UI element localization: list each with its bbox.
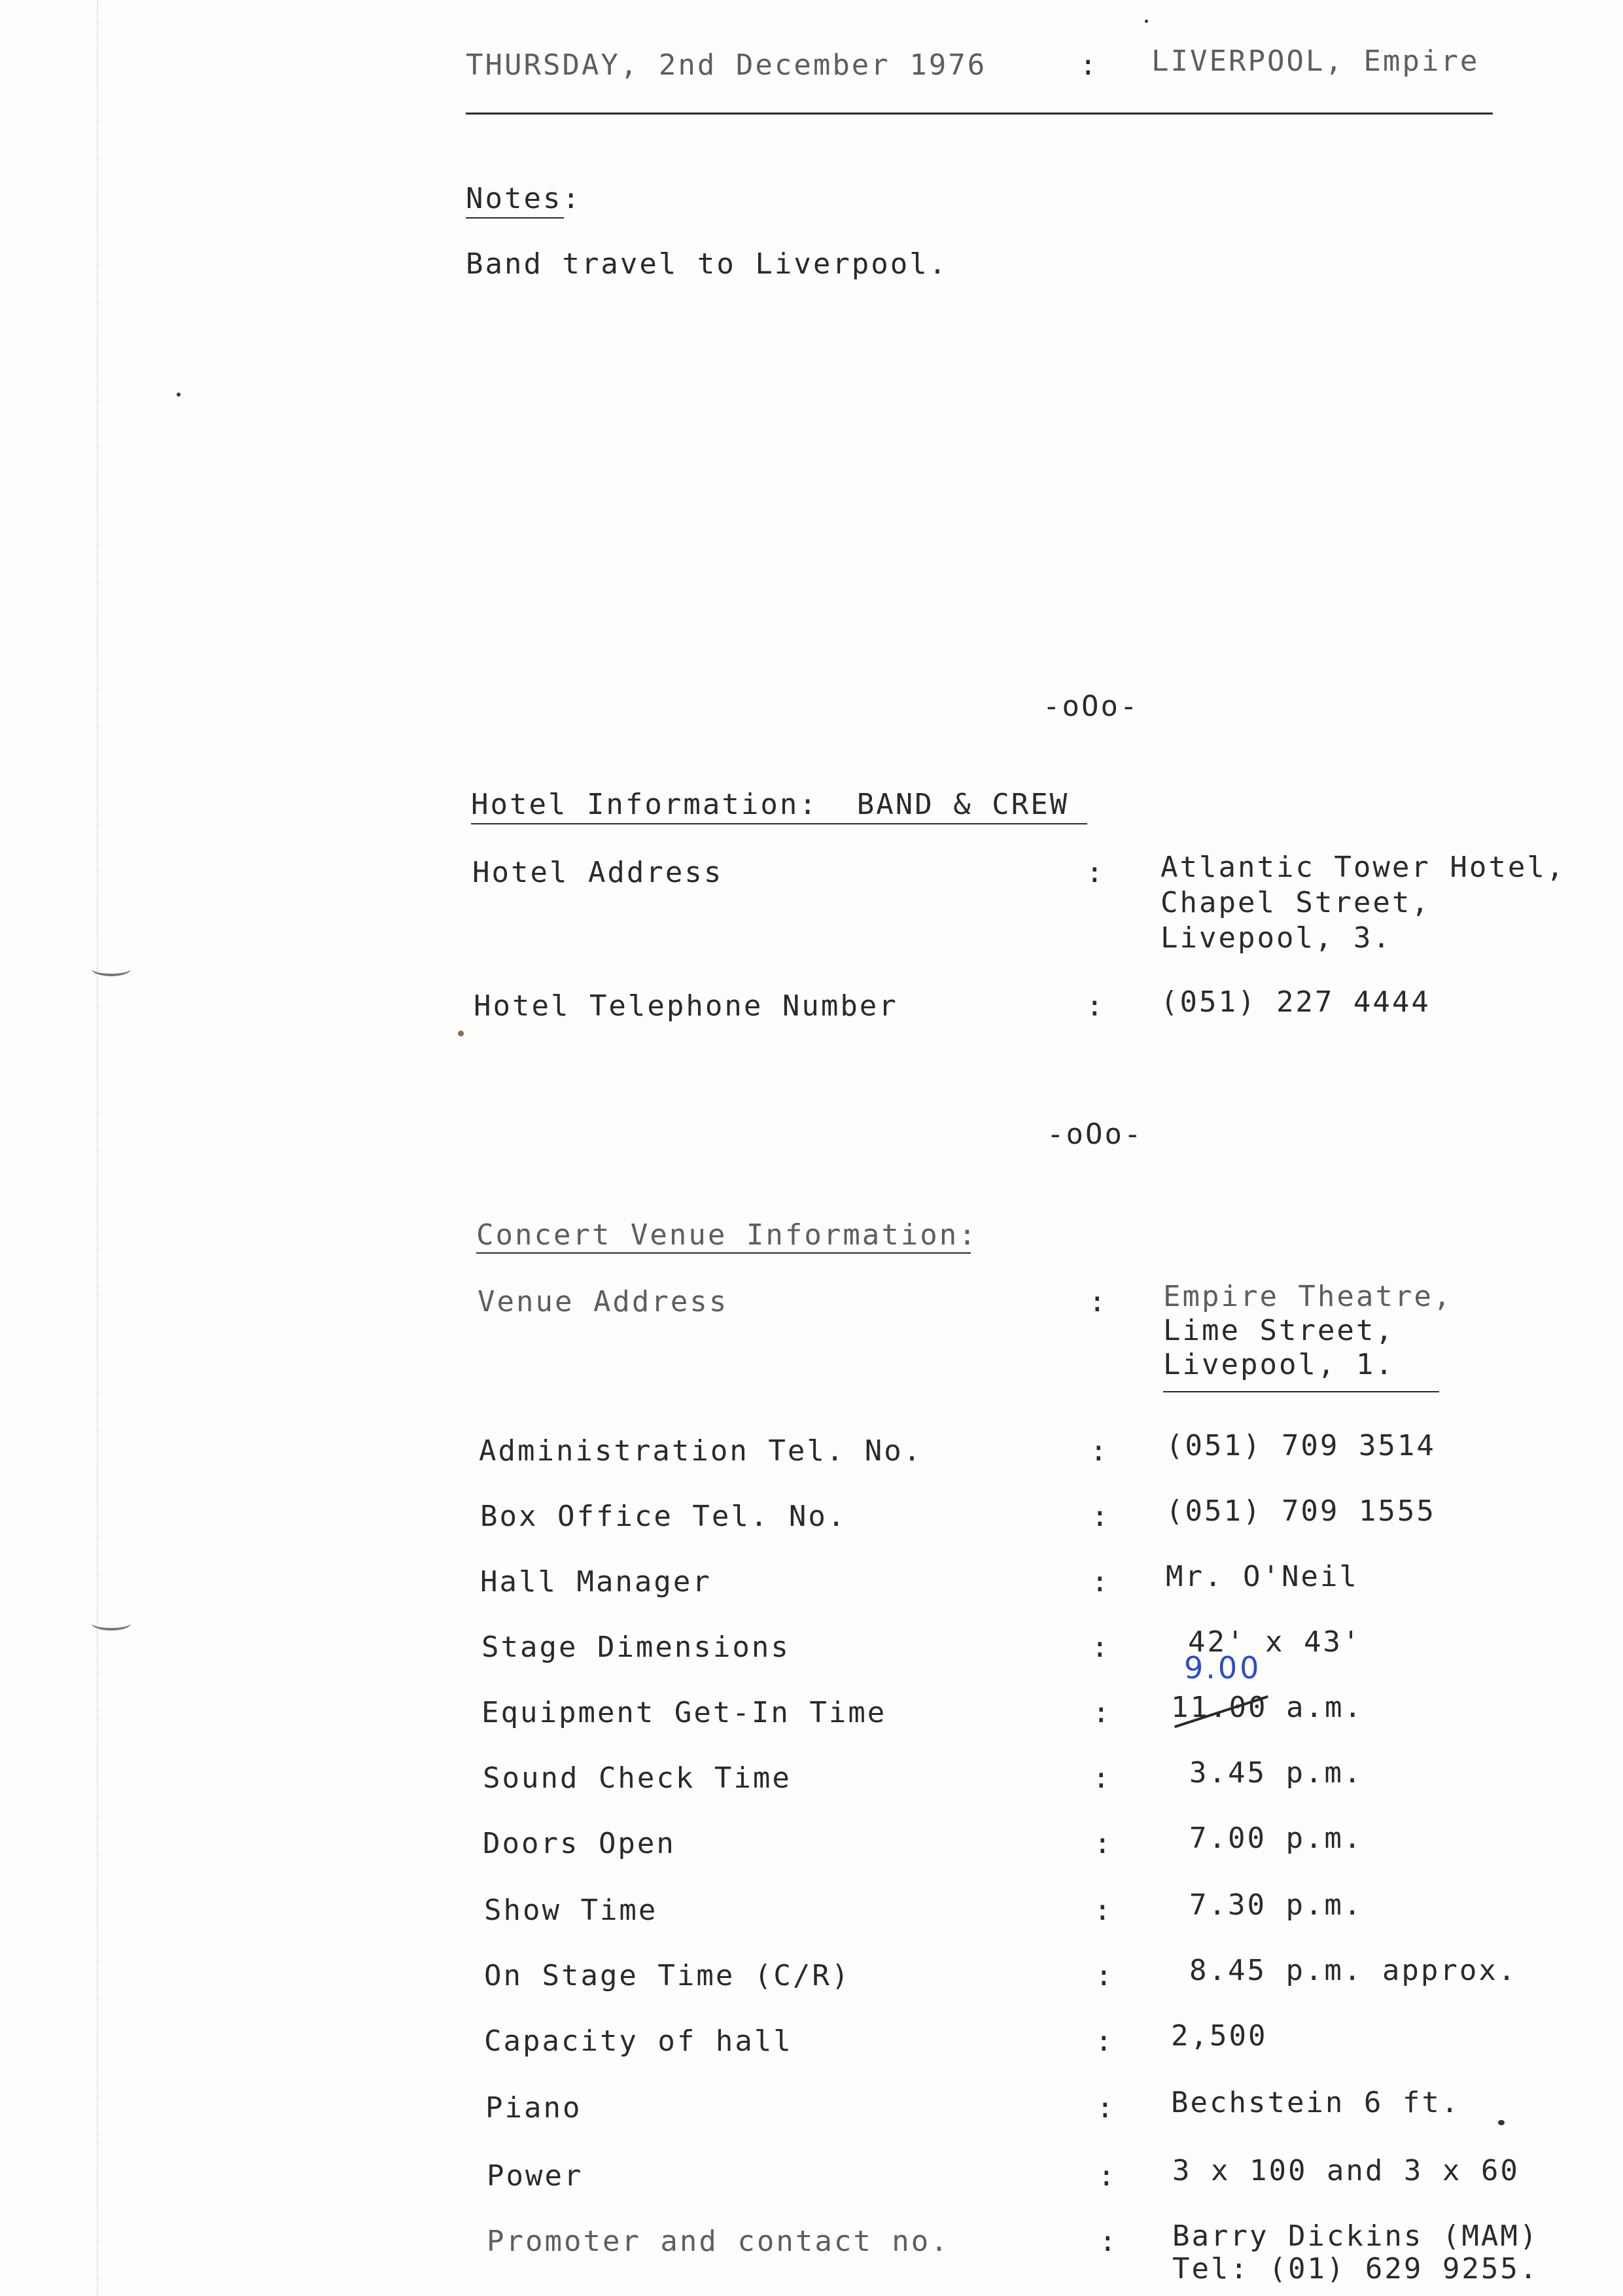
hotel-address-line: Atlantic Tower Hotel, <box>1161 851 1566 884</box>
venue-address-underline <box>1163 1391 1439 1392</box>
notes-text: Band travel to Liverpool. <box>466 247 949 281</box>
get-in-time-suffix: a.m. <box>1286 1691 1363 1724</box>
ink-speck <box>458 1031 464 1036</box>
stage-dimensions-label: Stage Dimensions <box>481 1631 790 1664</box>
promoter-label: Promoter and contact no. <box>487 2225 950 2258</box>
colon: : <box>1095 1959 1115 1992</box>
colon: : <box>1091 1631 1111 1664</box>
power-value: 3 x 100 and 3 x 60 <box>1172 2154 1520 2187</box>
colon: : <box>1095 2024 1115 2058</box>
ink-speck <box>1145 20 1148 23</box>
sound-check-label: Sound Check Time <box>483 1761 792 1795</box>
colon: : <box>1091 1565 1111 1598</box>
stage-dimensions-value: 42' x 43' <box>1188 1625 1362 1659</box>
show-time-value: 7.30 p.m. <box>1189 1888 1363 1922</box>
box-office-label: Box Office Tel. No. <box>480 1500 847 1533</box>
hall-manager-value: Mr. O'Neil <box>1166 1560 1359 1593</box>
admin-tel-value: (051) 709 3514 <box>1166 1429 1436 1462</box>
colon: : <box>1096 2091 1116 2125</box>
admin-tel-label: Administration Tel. No. <box>479 1434 923 1468</box>
colon: : <box>1094 1827 1113 1860</box>
doors-open-label: Doors Open <box>483 1827 676 1860</box>
ink-speck <box>1498 2120 1505 2125</box>
venue-heading-underline <box>476 1252 971 1254</box>
colon: : <box>1086 989 1106 1023</box>
hotel-heading-underline <box>471 823 1087 824</box>
section-divider: -oOo- <box>1047 1118 1143 1151</box>
colon: : <box>1098 2159 1117 2193</box>
notes-heading: Notes: <box>466 182 582 215</box>
venue-address-label: Venue Address <box>478 1285 729 1318</box>
venue-heading: Concert Venue Information: <box>476 1218 978 1252</box>
hotel-heading: Hotel Information: BAND & CREW <box>471 788 1070 821</box>
notes-heading-underline <box>466 217 564 219</box>
punch-hole-mark <box>92 962 131 976</box>
handwritten-correction: 9.00 <box>1184 1650 1262 1686</box>
ink-speck <box>177 393 181 397</box>
header-location: LIVERPOOL, Empire <box>1151 44 1480 78</box>
venue-address-line: Lime Street, <box>1163 1314 1395 1347</box>
piano-value: Bechstein 6 ft. <box>1171 2086 1461 2119</box>
venue-address-line: Empire Theatre, <box>1163 1280 1453 1313</box>
power-label: Power <box>487 2159 584 2193</box>
punch-hole-mark <box>92 1616 131 1631</box>
capacity-label: Capacity of hall <box>484 2024 793 2058</box>
page-edge-shadow <box>97 0 98 2296</box>
box-office-value: (051) 709 1555 <box>1166 1494 1436 1528</box>
get-in-time-label: Equipment Get-In Time <box>481 1696 887 1729</box>
capacity-value: 2,500 <box>1171 2019 1268 2053</box>
colon: : <box>1090 1434 1109 1468</box>
promoter-value-line: Tel: (01) 629 9255. <box>1172 2252 1539 2286</box>
colon: : <box>1092 1761 1112 1795</box>
hall-manager-label: Hall Manager <box>480 1565 712 1598</box>
header-underline <box>466 113 1493 115</box>
colon: : <box>1092 1696 1112 1729</box>
sound-check-value: 3.45 p.m. <box>1189 1756 1363 1790</box>
doors-open-value: 7.00 p.m. <box>1189 1822 1363 1855</box>
hotel-phone-value: (051) 227 4444 <box>1161 985 1431 1019</box>
hotel-address-line: Livepool, 3. <box>1161 921 1392 955</box>
hotel-address-label: Hotel Address <box>472 856 724 889</box>
hotel-address-line: Chapel Street, <box>1161 886 1431 919</box>
colon: : <box>1091 1500 1111 1533</box>
show-time-label: Show Time <box>484 1894 658 1927</box>
piano-label: Piano <box>485 2091 582 2125</box>
get-in-time-struck-value: 11.00 <box>1171 1691 1268 1724</box>
colon: : <box>1099 2225 1119 2258</box>
hotel-phone-label: Hotel Telephone Number <box>474 989 898 1023</box>
header-date: THURSDAY, 2nd December 1976 <box>466 48 987 82</box>
on-stage-time-value: 8.45 p.m. approx. <box>1189 1954 1518 1987</box>
colon: : <box>1094 1894 1113 1927</box>
on-stage-time-label: On Stage Time (C/R) <box>484 1959 851 1992</box>
colon: : <box>1089 1285 1108 1318</box>
venue-address-line: Livepool, 1. <box>1163 1348 1395 1381</box>
section-divider: -oOo- <box>1043 690 1140 723</box>
colon: : <box>1086 856 1106 889</box>
promoter-value-line: Barry Dickins (MAM) <box>1172 2219 1539 2253</box>
header-separator: : <box>1079 48 1099 82</box>
